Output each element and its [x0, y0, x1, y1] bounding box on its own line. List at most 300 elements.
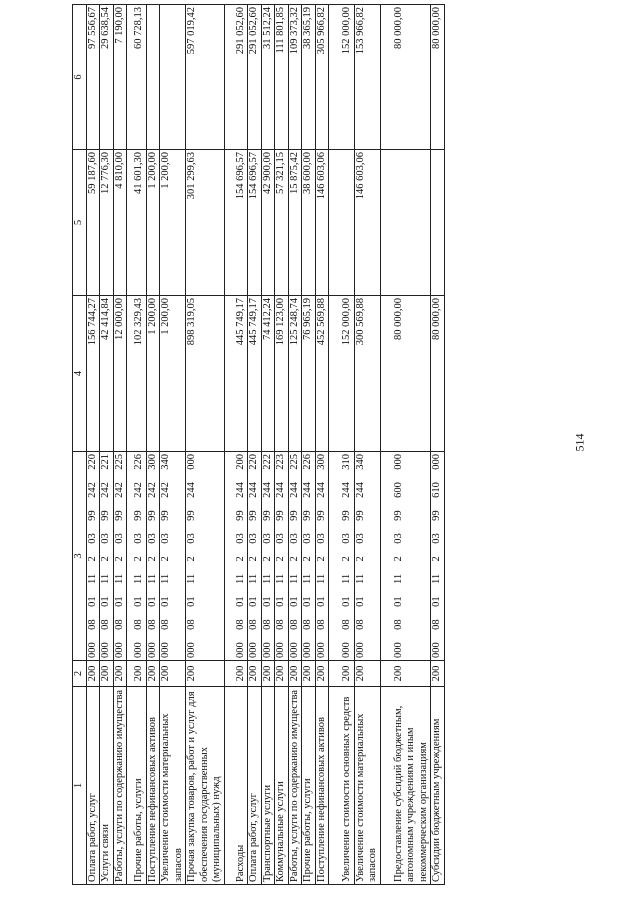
row-line-code: 200 — [275, 661, 289, 687]
code-segment: 244 — [186, 482, 197, 498]
code-segment: 11 — [146, 573, 158, 584]
code-segments — [302, 452, 315, 660]
code-segment: 08 — [392, 619, 404, 630]
code-segment: 244 — [302, 482, 313, 498]
code-segments — [100, 452, 113, 660]
row-line-code: 200 — [380, 661, 431, 687]
code-segment: 03 — [160, 533, 171, 544]
row-line-code: 200 — [127, 661, 147, 687]
code-segment: 03 — [315, 533, 327, 544]
code-segment: 11 — [341, 573, 352, 584]
row-approved-amount: 156 744,27 — [86, 296, 100, 452]
row-executed-amount: 38 600,00 — [302, 150, 316, 296]
table-row — [86, 5, 100, 885]
code-segment: 244 — [288, 482, 300, 498]
code-segment: 242 — [86, 482, 98, 498]
row-unexecuted-amount: 38 365,19 — [302, 5, 316, 150]
row-approved-amount: 74 412,24 — [261, 296, 275, 452]
row-approved-amount: 898 319,05 — [186, 296, 225, 452]
row-unexecuted-amount: 111 801,85 — [275, 5, 289, 150]
row-approved-amount: 1 200,00 — [146, 296, 160, 452]
row-executed-amount: 59 187,60 — [86, 150, 100, 296]
code-segment: 99 — [302, 510, 313, 521]
row-executed-amount: 146 603,06 — [354, 150, 380, 296]
row-name: Работы, услуги по содержанию имущества — [113, 687, 127, 885]
code-segment: 000 — [392, 642, 404, 658]
row-classification-code — [86, 452, 100, 661]
code-segment: 000 — [354, 642, 366, 658]
code-segment: 000 — [315, 642, 327, 658]
code-segment: 99 — [341, 510, 352, 521]
row-approved-amount: 300 569,88 — [354, 296, 380, 452]
code-segment: 11 — [302, 573, 313, 584]
code-segment: 11 — [261, 573, 273, 584]
row-line-code: 200 — [248, 661, 262, 687]
row-unexecuted-amount: 597 019,42 — [186, 5, 225, 150]
code-segment: 2 — [392, 556, 404, 562]
header-col-3: 3 — [73, 452, 87, 661]
code-segment: 01 — [160, 596, 171, 607]
table-row — [431, 5, 445, 885]
row-classification-code — [113, 452, 127, 661]
code-segment: 000 — [234, 642, 246, 658]
code-segments — [114, 452, 127, 660]
code-segment: 2 — [100, 556, 111, 562]
code-segment: 01 — [275, 596, 286, 607]
code-segment: 01 — [341, 596, 352, 607]
code-segment: 244 — [261, 482, 273, 498]
code-segment: 99 — [160, 510, 171, 521]
code-segment: 220 — [248, 454, 259, 470]
header-col-1: 1 — [73, 687, 87, 885]
code-segment: 244 — [315, 482, 327, 498]
code-segment: 01 — [431, 596, 442, 607]
code-segment: 99 — [234, 510, 246, 521]
row-name: Прочие работы, услуги — [127, 687, 147, 885]
code-segment: 220 — [86, 454, 98, 470]
row-executed-amount: 154 696,57 — [248, 150, 262, 296]
code-segment: 2 — [160, 556, 171, 562]
code-segment: 000 — [113, 642, 125, 658]
header-col-5: 5 — [73, 150, 87, 296]
row-classification-code — [288, 452, 302, 661]
row-name: Поступление нефинансовых активов — [315, 687, 329, 885]
row-name: Увеличение стоимости основных средств — [329, 687, 355, 885]
row-classification-code — [261, 452, 275, 661]
row-name: Коммунальные услуги — [275, 687, 289, 885]
code-segment: 08 — [248, 619, 259, 630]
code-segment: 03 — [354, 533, 366, 544]
table-row — [302, 5, 316, 885]
code-segment: 000 — [288, 642, 300, 658]
code-segments — [87, 452, 100, 660]
code-segment: 01 — [354, 596, 366, 607]
code-segment: 03 — [86, 533, 98, 544]
code-segment: 99 — [146, 510, 158, 521]
code-segment: 11 — [113, 573, 125, 584]
code-segment: 244 — [275, 482, 286, 498]
code-segment: 01 — [133, 596, 144, 607]
code-segment: 2 — [288, 556, 300, 562]
table-row — [160, 5, 186, 885]
table-row — [261, 5, 275, 885]
code-segment: 03 — [392, 533, 404, 544]
code-segment: 01 — [146, 596, 158, 607]
row-classification-code — [315, 452, 329, 661]
table-row — [275, 5, 289, 885]
row-name: Работы, услуги по содержанию имущества — [288, 687, 302, 885]
code-segment: 2 — [302, 556, 313, 562]
row-classification-code — [186, 452, 225, 661]
row-line-code: 200 — [224, 661, 248, 687]
code-segment: 11 — [133, 573, 144, 584]
code-segment: 01 — [186, 596, 197, 607]
code-segment: 222 — [261, 454, 273, 470]
code-segment: 000 — [302, 642, 313, 658]
code-segment: 08 — [354, 619, 366, 630]
code-segment: 2 — [86, 556, 98, 562]
row-line-code: 200 — [288, 661, 302, 687]
row-unexecuted-amount: 305 966,82 — [315, 5, 329, 150]
code-segments — [160, 452, 173, 660]
rotated-table-container — [72, 5, 587, 885]
code-segment: 2 — [275, 556, 286, 562]
code-segment: 99 — [261, 510, 273, 521]
row-unexecuted-amount: 291 052,60 — [224, 5, 248, 150]
code-segment: 99 — [86, 510, 98, 521]
row-executed-amount: 301 299,63 — [186, 150, 225, 296]
row-line-code: 200 — [302, 661, 316, 687]
table-row — [113, 5, 127, 885]
row-classification-code — [329, 452, 355, 661]
row-unexecuted-amount: 152 000,00 — [329, 5, 355, 150]
page-number: 514 — [572, 433, 587, 452]
table-row — [380, 5, 431, 885]
code-segment: 08 — [113, 619, 125, 630]
code-segment: 99 — [431, 510, 442, 521]
row-executed-amount: 1 200,00 — [146, 150, 160, 296]
code-segment: 200 — [234, 454, 246, 470]
code-segment: 242 — [133, 482, 144, 498]
table-row — [248, 5, 262, 885]
code-segment: 2 — [261, 556, 273, 562]
code-segment: 99 — [248, 510, 259, 521]
row-executed-amount: 154 696,57 — [224, 150, 248, 296]
code-segment: 08 — [302, 619, 313, 630]
row-line-code: 200 — [146, 661, 160, 687]
row-classification-code — [380, 452, 431, 661]
code-segments — [341, 452, 354, 660]
row-approved-amount: 125 248,74 — [288, 296, 302, 452]
code-segment: 225 — [113, 454, 125, 470]
code-segment: 01 — [288, 596, 300, 607]
code-segment: 2 — [354, 556, 366, 562]
code-segment: 08 — [431, 619, 442, 630]
code-segment: 08 — [315, 619, 327, 630]
code-segment: 01 — [234, 596, 246, 607]
code-segment: 08 — [261, 619, 273, 630]
code-segments — [355, 452, 368, 660]
table-row — [224, 5, 248, 885]
header-row — [73, 5, 87, 885]
code-segment: 99 — [288, 510, 300, 521]
code-segment: 11 — [234, 573, 246, 584]
row-approved-amount: 445 749,17 — [248, 296, 262, 452]
row-classification-code — [275, 452, 289, 661]
code-segment: 11 — [288, 573, 300, 584]
code-segment: 242 — [100, 482, 111, 498]
code-segment: 000 — [133, 642, 144, 658]
code-segment: 11 — [315, 573, 327, 584]
code-segments — [431, 452, 444, 660]
row-line-code: 200 — [354, 661, 380, 687]
row-classification-code — [224, 452, 248, 661]
code-segment: 03 — [100, 533, 111, 544]
row-classification-code — [127, 452, 147, 661]
code-segment: 000 — [431, 454, 442, 470]
code-segment: 03 — [431, 533, 442, 544]
code-segment: 000 — [341, 642, 352, 658]
code-segment: 08 — [86, 619, 98, 630]
code-segment: 2 — [234, 556, 246, 562]
row-approved-amount: 12 000,00 — [113, 296, 127, 452]
code-segment: 2 — [431, 556, 442, 562]
code-segment: 08 — [288, 619, 300, 630]
code-segment: 99 — [100, 510, 111, 521]
code-segment: 03 — [186, 533, 197, 544]
table-row — [146, 5, 160, 885]
code-segments — [316, 452, 329, 660]
header-col-2: 2 — [73, 661, 87, 687]
code-segment: 244 — [248, 482, 259, 498]
code-segment: 99 — [275, 510, 286, 521]
row-name: Прочие работы, услуги — [302, 687, 316, 885]
code-segment: 03 — [302, 533, 313, 544]
code-segment: 300 — [146, 454, 158, 470]
code-segment: 610 — [431, 482, 442, 498]
code-segment: 03 — [288, 533, 300, 544]
code-segment: 08 — [133, 619, 144, 630]
code-segment: 225 — [288, 454, 300, 470]
code-segment: 340 — [354, 454, 366, 470]
table-row — [354, 5, 380, 885]
row-approved-amount: 445 749,17 — [224, 296, 248, 452]
code-segment: 99 — [186, 510, 197, 521]
code-segment: 2 — [146, 556, 158, 562]
code-segment: 11 — [100, 573, 111, 584]
code-segments — [275, 452, 288, 660]
code-segment: 03 — [234, 533, 246, 544]
code-segments — [262, 452, 275, 660]
code-segment: 01 — [86, 596, 98, 607]
code-segment: 08 — [275, 619, 286, 630]
row-line-code: 200 — [160, 661, 186, 687]
row-name: Транспортные услуги — [261, 687, 275, 885]
row-approved-amount: 1 200,00 — [160, 296, 186, 452]
row-executed-amount — [380, 150, 431, 296]
row-name: Прочая закупка товаров, работ и услуг для обеспечения государственных (муниципальных) нужд — [186, 687, 225, 885]
row-approved-amount: 102 329,43 — [127, 296, 147, 452]
table-row — [100, 5, 114, 885]
row-executed-amount: 42 900,00 — [261, 150, 275, 296]
code-segment: 242 — [160, 482, 171, 498]
code-segment: 2 — [315, 556, 327, 562]
row-classification-code — [302, 452, 316, 661]
code-segment: 226 — [133, 454, 144, 470]
code-segment: 000 — [186, 454, 197, 470]
header-col-4: 4 — [73, 296, 87, 452]
row-unexecuted-amount: 80 000,00 — [431, 5, 445, 150]
code-segment: 01 — [302, 596, 313, 607]
code-segment: 000 — [275, 642, 286, 658]
code-segment: 08 — [100, 619, 111, 630]
table-body — [73, 5, 445, 885]
row-unexecuted-amount: 109 373,32 — [288, 5, 302, 150]
row-executed-amount — [329, 150, 355, 296]
row-unexecuted-amount: 80 000,00 — [380, 5, 431, 150]
code-segment: 08 — [160, 619, 171, 630]
table-row — [315, 5, 329, 885]
row-approved-amount: 76 965,19 — [302, 296, 316, 452]
code-segment: 000 — [392, 454, 404, 470]
code-segment: 03 — [248, 533, 259, 544]
code-segment: 01 — [100, 596, 111, 607]
code-segment: 000 — [261, 642, 273, 658]
table-row — [127, 5, 147, 885]
code-segment: 300 — [315, 454, 327, 470]
row-line-code: 200 — [86, 661, 100, 687]
code-segment: 221 — [100, 454, 111, 470]
row-line-code: 200 — [431, 661, 445, 687]
row-classification-code — [248, 452, 262, 661]
code-segment: 08 — [341, 619, 352, 630]
row-name: Увеличение стоимости материальных запасов — [354, 687, 380, 885]
code-segment: 2 — [341, 556, 352, 562]
code-segments — [235, 452, 248, 660]
code-segment: 244 — [341, 482, 352, 498]
code-segment: 03 — [341, 533, 352, 544]
row-executed-amount: 57 321,15 — [275, 150, 289, 296]
code-segment: 03 — [146, 533, 158, 544]
code-segment: 01 — [392, 596, 404, 607]
row-unexecuted-amount: 291 052,60 — [248, 5, 262, 150]
row-name: Оплата работ, услуг — [86, 687, 100, 885]
code-segment: 000 — [160, 642, 171, 658]
code-segments — [186, 452, 199, 660]
code-segment: 99 — [392, 510, 404, 521]
row-executed-amount: 146 603,06 — [315, 150, 329, 296]
code-segment: 600 — [392, 482, 404, 498]
code-segment: 310 — [341, 454, 352, 470]
code-segment: 03 — [275, 533, 286, 544]
row-name: Предоставление субсидий бюджетным, автономным учреждениям и иным некоммерческим организациям — [380, 687, 431, 885]
row-line-code: 200 — [329, 661, 355, 687]
code-segment: 2 — [113, 556, 125, 562]
row-executed-amount: 4 810,00 — [113, 150, 127, 296]
code-segment: 340 — [160, 454, 171, 470]
code-segment: 2 — [248, 556, 259, 562]
code-segment: 242 — [113, 482, 125, 498]
row-approved-amount: 452 569,88 — [315, 296, 329, 452]
row-name: Поступление нефинансовых активов — [146, 687, 160, 885]
row-line-code: 200 — [186, 661, 225, 687]
code-segment: 000 — [186, 642, 197, 658]
code-segment: 01 — [261, 596, 273, 607]
row-line-code: 200 — [261, 661, 275, 687]
code-segment: 000 — [431, 642, 442, 658]
code-segment: 99 — [133, 510, 144, 521]
row-classification-code — [354, 452, 380, 661]
row-name: Услуги связи — [100, 687, 114, 885]
code-segment: 2 — [186, 556, 197, 562]
code-segment: 03 — [133, 533, 144, 544]
code-segment: 11 — [275, 573, 286, 584]
code-segment: 226 — [302, 454, 313, 470]
table-row — [288, 5, 302, 885]
row-unexecuted-amount: 60 728,13 — [127, 5, 147, 150]
row-classification-code — [431, 452, 445, 661]
code-segment: 11 — [248, 573, 259, 584]
code-segment: 08 — [146, 619, 158, 630]
row-approved-amount: 169 123,00 — [275, 296, 289, 452]
code-segment: 03 — [261, 533, 273, 544]
row-classification-code — [160, 452, 186, 661]
code-segments — [248, 452, 261, 660]
row-line-code: 200 — [100, 661, 114, 687]
row-name: Увеличение стоимости материальных запасов — [160, 687, 186, 885]
code-segment: 000 — [100, 642, 111, 658]
row-unexecuted-amount: 31 512,24 — [261, 5, 275, 150]
code-segment: 11 — [160, 573, 171, 584]
row-unexecuted-amount — [160, 5, 186, 150]
code-segments — [289, 452, 302, 660]
code-segment: 01 — [315, 596, 327, 607]
code-segment: 244 — [234, 482, 246, 498]
code-segment: 11 — [431, 573, 442, 584]
row-approved-amount: 80 000,00 — [380, 296, 431, 452]
row-name: Расходы — [224, 687, 248, 885]
code-segment: 99 — [113, 510, 125, 521]
code-segment: 000 — [248, 642, 259, 658]
code-segments — [133, 452, 146, 660]
code-segment: 99 — [315, 510, 327, 521]
row-classification-code — [100, 452, 114, 661]
code-segment: 08 — [234, 619, 246, 630]
code-segment: 000 — [86, 642, 98, 658]
row-approved-amount: 152 000,00 — [329, 296, 355, 452]
row-unexecuted-amount: 153 966,82 — [354, 5, 380, 150]
row-approved-amount: 42 414,84 — [100, 296, 114, 452]
code-segment: 2 — [133, 556, 144, 562]
code-segment: 11 — [354, 573, 366, 584]
row-executed-amount — [431, 150, 445, 296]
row-name: Оплата работ, услуг — [248, 687, 262, 885]
table-row — [186, 5, 225, 885]
code-segment: 01 — [248, 596, 259, 607]
code-segment: 244 — [354, 482, 366, 498]
row-executed-amount: 15 875,42 — [288, 150, 302, 296]
table-row — [329, 5, 355, 885]
code-segment: 08 — [186, 619, 197, 630]
row-unexecuted-amount — [146, 5, 160, 150]
row-executed-amount: 1 200,00 — [160, 150, 186, 296]
row-unexecuted-amount: 29 638,54 — [100, 5, 114, 150]
code-segment: 11 — [392, 573, 404, 584]
code-segments — [393, 452, 406, 660]
code-segment: 11 — [86, 573, 98, 584]
row-name: Субсидии бюджетным учреждениям — [431, 687, 445, 885]
row-classification-code — [146, 452, 160, 661]
